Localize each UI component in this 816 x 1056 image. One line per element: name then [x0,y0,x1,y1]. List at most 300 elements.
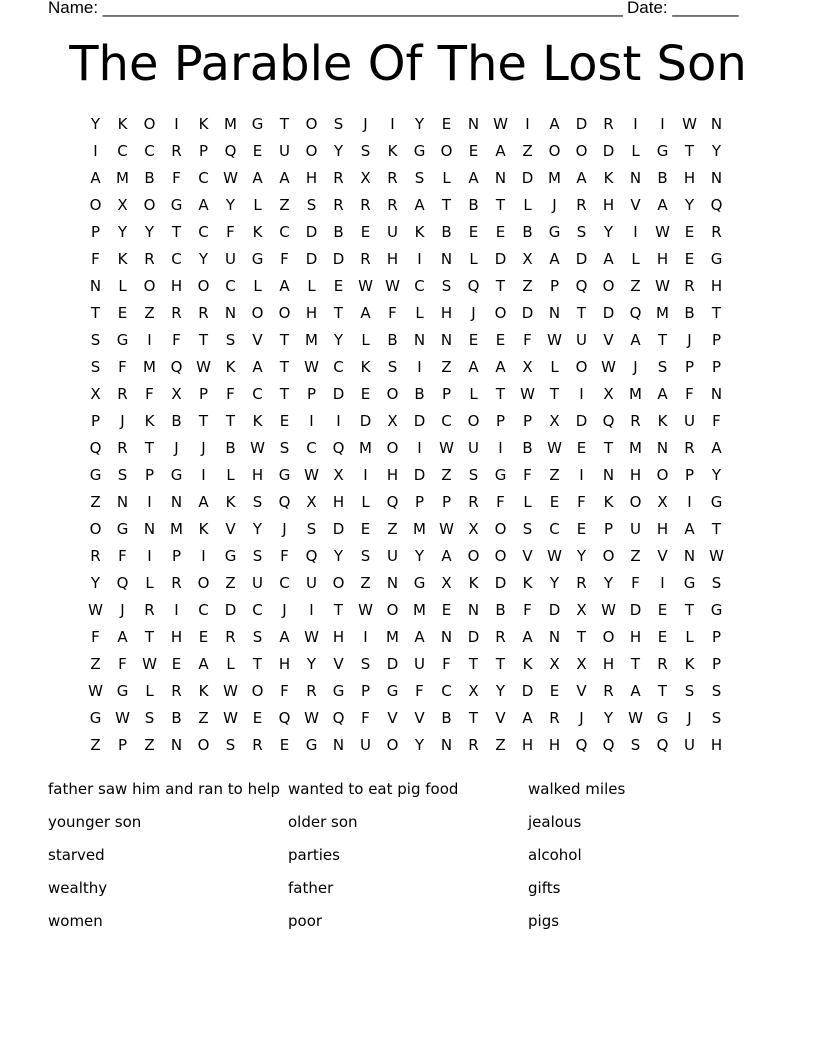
grid-letter: K [657,412,668,430]
grid-letter: S [306,196,317,214]
grid-letter: T [279,385,290,403]
grid-letter: D [224,601,237,619]
grid-letter: J [363,115,368,133]
grid-letter: O [197,277,210,295]
grid-letter: G [494,466,507,484]
grid-letter: F [172,169,181,187]
grid-letter: O [332,574,345,592]
grid-letter: J [282,520,287,538]
grid-letter: G [413,574,426,592]
grid-letter: C [171,250,182,268]
grid-letter: T [576,628,587,646]
grid-letter: A [252,358,263,376]
grid-letter: G [89,709,102,727]
grid-letter: R [576,196,587,214]
grid-letter: B [522,223,533,241]
grid-letter: T [711,304,722,322]
grid-letter: D [305,223,318,241]
grid-letter: X [657,493,668,511]
grid-letter: O [575,142,588,160]
grid-letter: P [522,412,533,430]
grid-letter: M [224,115,237,133]
grid-letter: G [332,682,345,700]
word-list-item: father [288,879,334,897]
grid-letter: G [278,466,291,484]
grid-letter: Y [90,574,101,592]
grid-letter: X [468,682,479,700]
grid-letter: Q [386,493,399,511]
grid-letter: D [494,250,507,268]
grid-letter: P [711,358,722,376]
grid-letter: P [684,466,695,484]
grid-letter: K [360,358,371,376]
grid-letter: N [170,493,183,511]
grid-letter: R [387,196,398,214]
grid-letter: I [147,547,152,565]
grid-letter: G [116,331,129,349]
grid-letter: F [523,466,532,484]
grid-letter: F [361,709,370,727]
grid-row [82,111,730,138]
grid-letter: R [603,115,614,133]
grid-letter: T [468,655,479,673]
grid-letter: Q [116,574,129,592]
grid-letter: R [468,493,479,511]
grid-letter: R [171,142,182,160]
grid-letter: A [576,169,587,187]
grid-letter: S [711,574,722,592]
grid-letter: N [548,304,561,322]
grid-letter: T [441,196,452,214]
grid-row [82,624,730,651]
grid-letter: K [414,223,425,241]
grid-letter: B [657,169,668,187]
grid-letter: R [360,250,371,268]
grid-letter: U [630,520,641,538]
grid-row [82,138,730,165]
grid-letter: I [417,439,422,457]
grid-letter: X [90,385,101,403]
grid-letter: U [387,223,398,241]
grid-letter: D [575,412,588,430]
grid-letter: S [522,520,533,538]
grid-letter: B [495,601,506,619]
grid-letter: D [332,520,345,538]
grid-letter: H [683,169,696,187]
grid-letter: P [90,223,101,241]
grid-letter: D [521,682,534,700]
grid-letter: A [279,277,290,295]
grid-letter: B [441,223,452,241]
grid-letter: X [360,169,371,187]
word-list-item: poor [288,912,323,930]
grid-letter: O [197,574,210,592]
grid-letter: P [414,493,425,511]
grid-letter: P [117,736,128,754]
grid-letter: Y [414,115,425,133]
grid-letter: A [360,304,371,322]
grid-letter: O [602,277,615,295]
grid-letter: A [684,520,695,538]
grid-row [82,327,730,354]
grid-letter: M [656,304,669,322]
grid-letter: C [117,142,128,160]
grid-letter: C [441,682,452,700]
grid-letter: K [603,493,614,511]
grid-letter: C [306,439,317,457]
grid-letter: N [440,628,453,646]
grid-letter: Y [711,142,722,160]
grid-letter: P [198,385,209,403]
grid-letter: Q [278,709,291,727]
grid-letter: F [685,385,694,403]
grid-letter: S [360,547,371,565]
grid-letter: P [360,682,371,700]
grid-letter: C [279,223,290,241]
grid-letter: H [629,466,642,484]
grid-letter: J [687,331,692,349]
grid-letter: T [603,439,614,457]
grid-letter: R [468,736,479,754]
grid-letter: Z [522,142,533,160]
grid-letter: L [523,493,532,511]
grid-letter: Z [90,655,101,673]
grid-letter: Q [602,736,615,754]
grid-letter: O [251,304,264,322]
grid-letter: K [225,493,236,511]
grid-letter: O [467,412,480,430]
grid-letter: R [684,277,695,295]
grid-letter: K [252,223,263,241]
grid-letter: V [225,520,236,538]
grid-letter: W [655,277,670,295]
grid-letter: R [333,196,344,214]
grid-letter: H [170,628,183,646]
grid-letter: V [603,331,614,349]
grid-letter: T [333,601,344,619]
grid-letter: T [279,115,290,133]
grid-letter: C [144,142,155,160]
grid-letter: B [684,304,695,322]
grid-letter: T [495,277,506,295]
grid-letter: L [469,385,478,403]
grid-letter: L [145,682,154,700]
grid-letter: T [144,439,155,457]
grid-letter: E [360,385,371,403]
grid-letter: R [225,628,236,646]
grid-letter: H [602,655,615,673]
grid-letter: L [361,331,370,349]
grid-letter: S [279,439,290,457]
grid-letter: Z [144,304,155,322]
grid-letter: L [253,277,262,295]
grid-letter: I [633,223,638,241]
grid-letter: O [386,601,399,619]
grid-letter: I [336,412,341,430]
grid-letter: Z [90,736,101,754]
grid-letter: P [711,655,722,673]
grid-letter: E [198,628,209,646]
grid-letter: R [171,682,182,700]
grid-letter: I [147,493,152,511]
grid-letter: S [306,520,317,538]
grid-letter: D [386,655,399,673]
word-list-item: gifts [528,879,561,897]
grid-letter: C [252,385,263,403]
grid-letter: F [145,385,154,403]
grid-letter: J [282,601,287,619]
grid-letter: E [468,142,479,160]
grid-letter: R [630,412,641,430]
grid-letter: A [117,628,128,646]
grid-letter: W [358,277,373,295]
grid-letter: G [224,547,237,565]
grid-letter: R [117,439,128,457]
grid-letter: M [170,520,183,538]
date-field-label[interactable]: Date: _______ [627,0,739,17]
grid-letter: W [520,385,535,403]
grid-letter: G [710,601,723,619]
grid-letter: Y [711,466,722,484]
grid-letter: I [579,466,584,484]
grid-letter: S [387,358,398,376]
grid-letter: E [171,655,182,673]
grid-letter: X [522,250,533,268]
grid-letter: E [549,493,560,511]
grid-letter: H [656,250,669,268]
grid-letter: C [279,574,290,592]
word-list-item: parties [288,846,340,864]
grid-letter: M [413,601,426,619]
grid-letter: F [91,628,100,646]
grid-letter: K [198,520,209,538]
grid-letter: W [223,709,238,727]
grid-letter: X [549,412,560,430]
grid-letter: W [88,682,103,700]
grid-letter: B [414,385,425,403]
grid-letter: U [225,250,236,268]
grid-letter: T [549,385,560,403]
grid-letter: H [521,736,534,754]
grid-letter: T [684,601,695,619]
grid-letter: O [494,520,507,538]
grid-letter: Z [90,493,101,511]
grid-letter: W [547,331,562,349]
grid-letter: Y [306,655,317,673]
grid-letter: F [577,493,586,511]
grid-letter: K [684,655,695,673]
grid-letter: R [360,196,371,214]
grid-letter: G [251,250,264,268]
grid-row [82,300,730,327]
grid-letter: K [225,358,236,376]
grid-letter: X [603,385,614,403]
grid-letter: W [655,223,670,241]
grid-row [82,543,730,570]
grid-letter: G [413,142,426,160]
grid-letter: Q [305,547,318,565]
grid-letter: P [441,385,452,403]
grid-letter: E [360,223,371,241]
grid-letter: O [656,466,669,484]
grid-letter: G [548,223,561,241]
grid-letter: Q [89,439,102,457]
grid-letter: R [603,682,614,700]
grid-letter: G [656,142,669,160]
grid-letter: O [143,115,156,133]
grid-letter: J [633,358,638,376]
grid-letter: L [226,466,235,484]
grid-letter: P [198,142,209,160]
grid-letter: F [523,601,532,619]
grid-letter: O [386,439,399,457]
grid-letter: F [118,655,127,673]
grid-letter: Q [710,196,723,214]
grid-letter: A [198,655,209,673]
grid-letter: C [225,277,236,295]
grid-letter: F [631,574,640,592]
grid-letter: F [442,655,451,673]
grid-letter: W [547,439,562,457]
grid-letter: E [468,331,479,349]
grid-letter: F [712,412,721,430]
grid-letter: T [90,304,101,322]
grid-letter: G [386,682,399,700]
grid-row [82,219,730,246]
grid-letter: O [494,547,507,565]
grid-letter: C [414,277,425,295]
grid-letter: T [495,385,506,403]
grid-letter: U [360,736,371,754]
grid-letter: G [116,682,129,700]
grid-letter: Y [684,196,695,214]
grid-letter: E [468,223,479,241]
grid-letter: I [633,115,638,133]
grid-letter: Y [117,223,128,241]
grid-letter: T [495,655,506,673]
grid-letter: I [579,385,584,403]
grid-letter: L [361,493,370,511]
grid-letter: O [602,628,615,646]
grid-letter: W [304,709,319,727]
grid-letter: R [576,574,587,592]
grid-letter: R [495,628,506,646]
grid-letter: U [684,736,695,754]
grid-letter: I [417,358,422,376]
grid-letter: A [441,547,452,565]
grid-letter: S [225,736,236,754]
grid-letter: E [495,223,506,241]
grid-letter: I [309,601,314,619]
grid-letter: E [279,412,290,430]
grid-letter: W [223,169,238,187]
grid-letter: E [576,439,587,457]
grid-letter: B [333,223,344,241]
grid-letter: T [225,412,236,430]
word-list-item: father saw him and ran to help [48,780,280,798]
grid-letter: H [710,277,723,295]
grid-letter: B [171,412,182,430]
grid-letter: O [305,142,318,160]
grid-letter: F [172,331,181,349]
grid-letter: A [495,142,506,160]
grid-letter: I [498,439,503,457]
grid-row [82,678,730,705]
grid-letter: J [174,439,179,457]
grid-letter: N [602,466,615,484]
grid-letter: L [631,142,640,160]
grid-letter: T [198,412,209,430]
grid-letter: Y [414,736,425,754]
grid-letter: L [415,304,424,322]
grid-row [82,165,730,192]
grid-letter: L [253,196,262,214]
grid-row [82,516,730,543]
grid-letter: Y [603,709,614,727]
grid-letter: X [468,520,479,538]
grid-letter: R [684,439,695,457]
grid-letter: P [171,547,182,565]
name-field-label[interactable]: Name: _______________________________________________________ [48,0,623,17]
grid-letter: D [521,304,534,322]
grid-letter: H [251,466,264,484]
grid-letter: D [359,412,372,430]
grid-letter: T [576,304,587,322]
grid-letter: T [657,331,668,349]
grid-row [82,435,730,462]
grid-letter: Z [495,736,506,754]
grid-letter: U [576,331,587,349]
grid-letter: D [575,115,588,133]
grid-letter: J [120,601,125,619]
grid-letter: M [116,169,129,187]
grid-letter: W [88,601,103,619]
grid-row [82,192,730,219]
grid-letter: Y [576,547,587,565]
grid-letter: O [386,736,399,754]
grid-letter: Z [630,547,641,565]
grid-letter: O [440,142,453,160]
grid-letter: E [252,709,263,727]
grid-letter: O [143,196,156,214]
grid-letter: N [440,736,453,754]
grid-letter: W [358,601,373,619]
grid-letter: Y [198,250,209,268]
grid-letter: Y [549,574,560,592]
grid-letter: N [710,115,723,133]
grid-letter: X [387,412,398,430]
grid-letter: N [170,736,183,754]
grid-letter: A [252,169,263,187]
grid-letter: S [711,682,722,700]
grid-letter: Z [549,466,560,484]
grid-letter: F [226,223,235,241]
grid-letter: F [226,385,235,403]
grid-letter: N [656,439,669,457]
grid-letter: N [710,385,723,403]
grid-row [82,273,730,300]
grid-letter: W [304,466,319,484]
grid-letter: D [413,412,426,430]
grid-letter: W [115,709,130,727]
grid-letter: W [601,601,616,619]
grid-letter: M [143,358,156,376]
grid-letter: A [414,196,425,214]
grid-letter: N [143,520,156,538]
grid-letter: Y [333,547,344,565]
grid-letter: E [684,223,695,241]
grid-letter: H [332,493,345,511]
